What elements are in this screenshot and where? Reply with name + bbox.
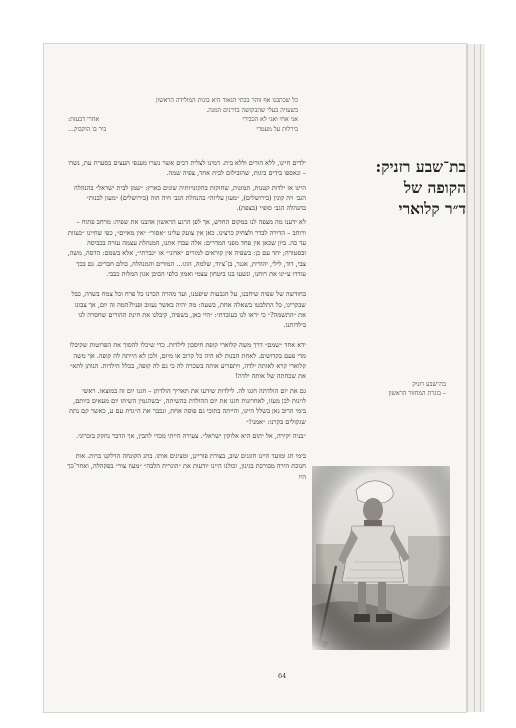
photo-caption [366, 380, 446, 398]
paragraph: היינו אז ילדות קטנות, תמונות, שחוקות בהקונויותיה שונים בארץ: ״שמן לבית ישראל״ בהנהלה הגב׳ ויה קונין (בירושלים), ״מעון עליזה״ בהנהלת הגב׳ חיה הוה (בירושלים) ״מעון לבנות״ בהנהלה הגב׳ סופיי (בצפת). [74, 183, 306, 213]
paragraph: בימי חג ומועד היינו חוגגים שוב, בצורת פוריינן, ומציגים אותו. בתג הקונחה הדלקנו ברות. אות חנוכת הירה מבורכת בגינון, וכולנו היינו יודעות את ״הוגרית הלבה״ ״מעוז צור״ בפקהלה, ואחר־כך היו [67, 452, 306, 481]
page-edge-3 [480, 44, 485, 712]
page-number: 64 [278, 672, 287, 680]
epigraph-line: אחרי דבעזת: [68, 116, 100, 123]
epigraph-row [68, 115, 298, 125]
paragraph: בחודשה של שפיה שיחבנו, על הגבעות שיפטנו, ועד מהרה הכרנו כל פרח וכל צמח בשדה, כבל שבקריגו, כל התלבטו בשאלה אחת, בשעה: מה יהיה באשר נעזוב ופניו?המה זה יום, אך צבונו את ״התשמה?״ כי יראו לנו כעובדתי: ״היי כאן, בשפיה, קיבלנו את חינת ההורים שחסרה לנו בילדותנו. [71, 290, 306, 330]
page-edge-1 [467, 44, 474, 712]
title-line: בת־שבע רזניק: [375, 157, 466, 176]
paragraph: ידא אחד ״שמם״ דרך משה קלוארי קופת חיסכון לילדות. כדי שיכלו להסוך את הפרוטות שקיבלו מדי פעם בקדושים. לאחת הבנות לא היה כל קרוב או מיום, ולכן לא הייתה לה קופה. אך משה קלוארי קרא לאותה ילדה, ויתפריע אותה בשכרה לה כי גם לה קופה, בכלל הילדות. הנותן לתא״ את שכחתה של אותה ילדה! [69, 341, 306, 381]
paragraph: ילדים חיינו, ללא הורים וללא בית. דמינו לצלית דכים אשר נשרו מענפי העצים בסערת עת, נשרו – ונאספו בידים ביגות, שהובילום לבית אחד, צפיה שמה. [68, 159, 306, 178]
epigraph-line: כל שכתבנו אף זוהר בבתי הנאוד היא בונות המולידה הראשון [156, 97, 298, 104]
epigraph-line: אני אחי ואגי לא הכבירי [242, 116, 298, 123]
epigraph [68, 96, 298, 134]
caption-line: – בוגרת המחזור הראשון [388, 390, 446, 397]
epigraph-row [68, 125, 298, 135]
body-text [66, 158, 306, 486]
epigraph-line: ביר בו הוקבוק... [68, 125, 107, 133]
paragraph: לא ידענו מה מצפה לנו במקום החדש, אך לפן הרגע הראשון אהבנו את שפיה: מרחב פתוח – ורוחב – הדירה לבדר ולצחיק כרצינו. כאן אין צועק עלינו ״אסור״ ״אין מאיים״, כפי שחיינו ״כעזות עד כה. ביון שכאן אין פחד מפני המדרים: אלה עבדו אתנו, המנהלת עצמה עזרה בכביסה ובסטורה; יחד עם כן: בשפיה אין קוראים למורים ״אדוני״ או ״גברתי״, אלא בשמם: הדסה, משה, צבי, דוד, לילי, יהודית, אגנר, בן־ציוד, שלמה, הוגו... המורים והמנהלה, כולם חברים. גם בכך עודדו ע״יגו את רוחנו, ונשעו בנו ביטחון עצמי ואמון כלפי הכוכן אגון המלות כבבי. [67, 218, 306, 278]
chapter-title [336, 156, 466, 219]
caption-line: בת־שבע רזניק [412, 381, 446, 388]
epigraph-line: בירלות על מעמדי [256, 125, 298, 133]
photo-girl-with-hoe [312, 466, 450, 650]
title-line: הקופה של [403, 178, 466, 197]
title-line: ד״ר קלוארי [398, 199, 466, 218]
paragraph: ״בניה יקירה, אל יתום היא אלוקין ישראל״. צעירה הייתי מכדי להבין, אך הדבר נחקק בזכרוני. [76, 431, 306, 440]
photo-image [312, 466, 450, 650]
paragraph: גם את יום הולדתה חגגו לה. לילדות שידעו את תאריך הולדתן – חגגו יום זה במוצאו. ראשי לוינות לכן מעזו, לאחרונות חגגו את יום ההולדת בהשיתה, ״בשהגמין השיתו יום מעאים ביותם, בימי הרוב גאן בשלל היינו, והייתה בתוכי גם פוסה אחת, ונכבר את ה״גדת עם ע, כאשר קם נתת שגקולים בקרנו: ״אמני!״ [69, 386, 306, 426]
epigraph-line: בשעזיה בעלי שהבקושה בדרנים המנה. [206, 106, 298, 114]
